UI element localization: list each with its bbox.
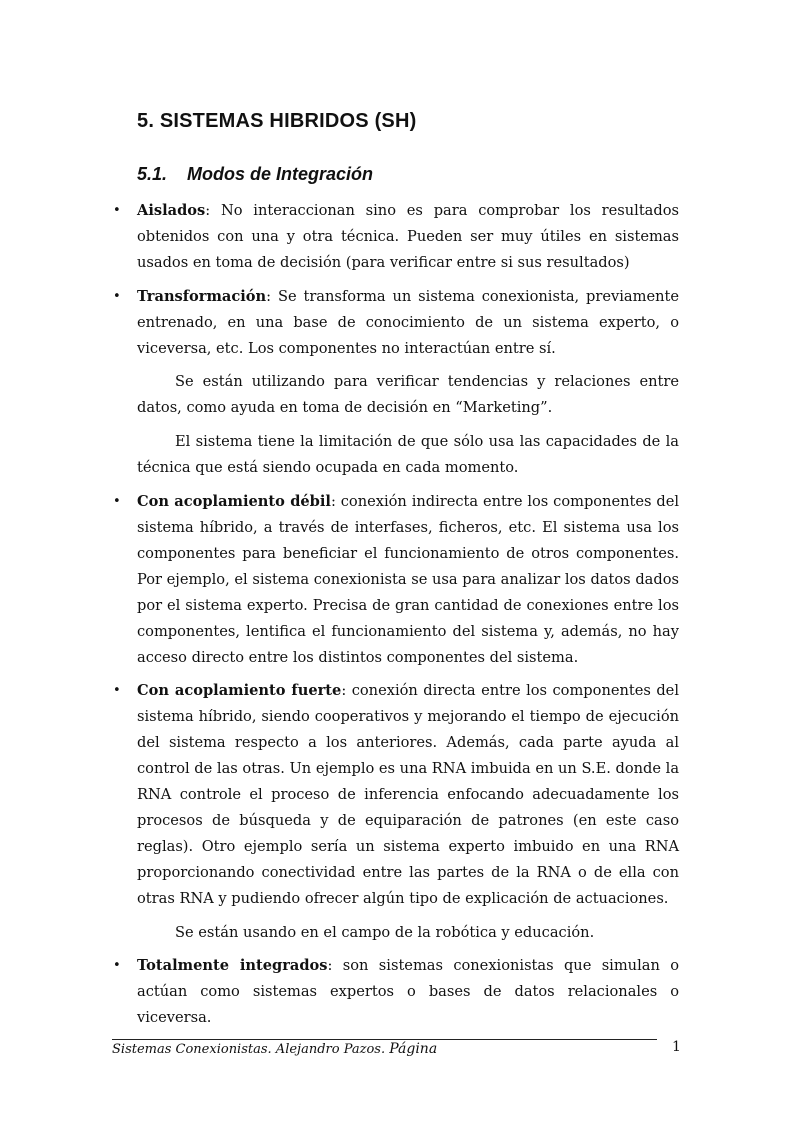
list-item-aislados xyxy=(113,198,679,276)
item-text: : son sistemas conexionistas que simulan o actúan como sistemas expertos o bases de datos relacionales o viceversa. xyxy=(137,957,679,1027)
item-term: Transformación xyxy=(137,287,267,305)
list-item-totalmente-integrados xyxy=(113,953,679,1031)
subsection-number: 5.1. xyxy=(137,164,168,184)
paragraph: El sistema tiene la limitación de que sólo usa las capacidades de la técnica que está siendo ocupada en cada momento. xyxy=(137,433,679,477)
item-term: Totalmente integrados xyxy=(137,957,328,975)
document-body xyxy=(113,198,680,1039)
footer-page-label: Página xyxy=(389,1041,438,1057)
page-number: 1 xyxy=(672,1039,681,1055)
item-text: : conexión indirecta entre los componentes del sistema híbrido, a través de interfases, ficheros, etc. El sistema usa los componentes para beneficiar el funcionamiento de otros componentes. Por ejemplo, el sistema conexionista se usa para analizar los datos dados por el sistema experto. Precisa de gran cantidad de conexiones entre los componentes, lentifica el funcionamiento del sistema y, además, no hay acceso directo entre los distintos componentes del sistema. xyxy=(137,493,679,666)
bullet-icon: • xyxy=(113,683,121,699)
section-heading: 5. SISTEMAS HIBRIDOS (SH) xyxy=(137,110,417,132)
footer xyxy=(112,1041,437,1057)
item-term: Con acoplamiento fuerte xyxy=(137,682,342,700)
subsection-title: Modos de Integración xyxy=(187,164,374,184)
item-text: : Se transforma un sistema conexionista, previamente entrenado, en una base de conocimiento de un sistema experto, o viceversa, etc. Los componentes no interactúan entre sí. xyxy=(137,287,679,357)
item-term: Aislados xyxy=(137,202,206,219)
list-item-acoplamiento-debil xyxy=(113,489,679,670)
list-item-transformacion xyxy=(113,284,679,362)
list-item-acoplamiento-fuerte xyxy=(113,678,680,911)
footer-divider xyxy=(112,1039,657,1040)
subsection-heading xyxy=(137,164,373,185)
paragraph: Se están utilizando para verificar tendencias y relaciones entre datos, como ayuda en toma de decisión en “Marketing”. xyxy=(137,373,679,417)
item-text: : conexión directa entre los componentes del sistema híbrido, siendo cooperativos y mejorando el tiempo de ejecución del sistema respecto a los anteriores. Además, cada parte ayuda al control de las otras. Un ejemplo es una RNA imbuida en un S.E. donde la RNA controle el proceso de inferencia enfocando adecuadamente los procesos de búsqueda y de equiparación de patrones (en este caso reglas). Otro ejemplo sería un sistema experto imbuido en una RNA proporcionando conectividad entre las partes de la RNA o de ella con otras RNA y pudiendo ofrecer algún tipo de explicación de actuaciones. xyxy=(137,682,680,907)
bullet-icon: • xyxy=(113,288,121,304)
bullet-icon: • xyxy=(113,958,121,974)
bullet-icon: • xyxy=(113,203,121,218)
item-term: Con acoplamiento débil xyxy=(137,493,331,511)
footer-text: Sistemas Conexionistas. Alejandro Pazos. xyxy=(112,1042,386,1057)
bullet-icon: • xyxy=(113,494,121,510)
paragraph: Se están usando en el campo de la robótica y educación. xyxy=(175,923,595,941)
item-text: : No interaccionan sino es para comprobar los resultados obtenidos con una y otra técnica. Pueden ser muy útiles en sistemas usados en toma de decisión (para verificar entre si sus resultados) xyxy=(137,202,679,271)
